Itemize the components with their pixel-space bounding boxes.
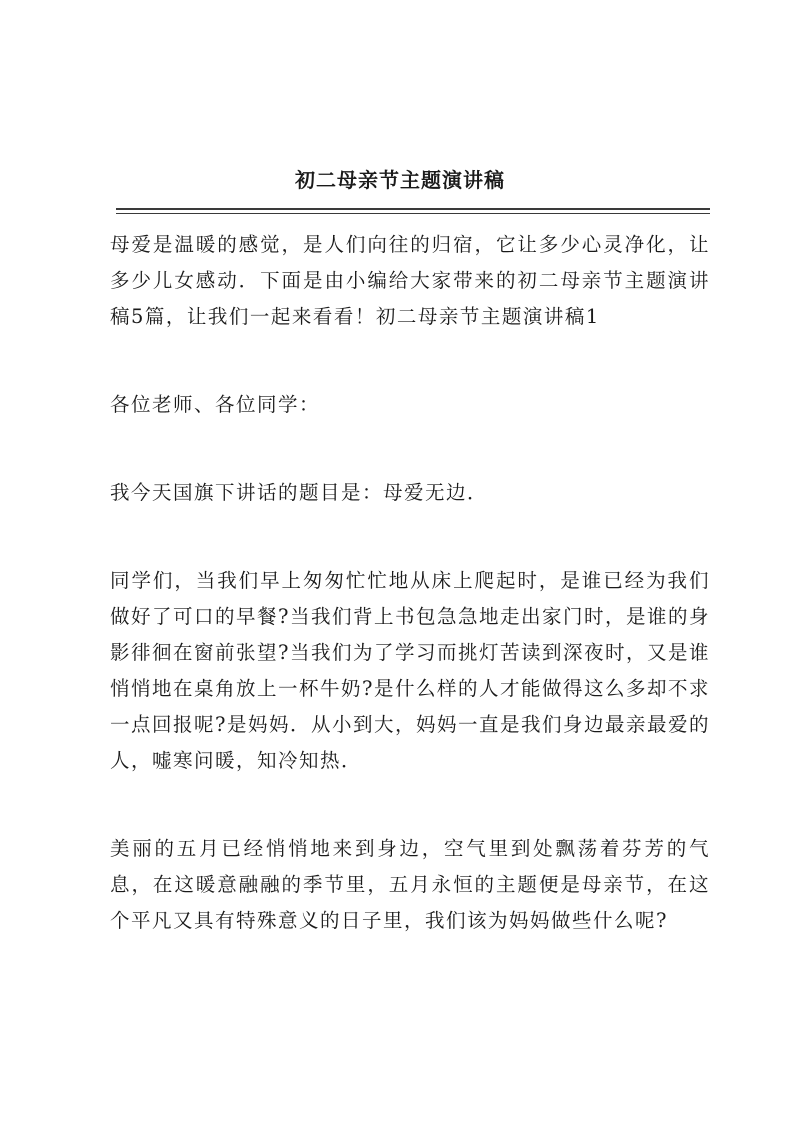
paragraph-intro: 母爱是温暖的感觉，是人们向往的归宿，它让多少心灵净化，让多少儿女感动．下面是由小编给大家带来的初二母亲节主题演讲稿5篇，让我们一起来看看！初二母亲节主题演讲稿1	[110, 233, 710, 328]
paragraph-topic: 我今天国旗下讲话的题目是：母爱无边．	[110, 481, 489, 504]
paragraph-mother-care: 同学们，当我们早上匆匆忙忙地从床上爬起时，是谁已经为我们做好了可口的早餐?当我们背上书包急急地走出家门时，是谁的身影徘徊在窗前张望?当我们为了学习而挑灯苦读到深夜时，又是谁悄悄地在桌角放上一杯牛奶?是什么样的人才能做得这么多却不求一点回报呢?是妈妈．从小到大，妈妈一直是我们身边最亲最爱的人，嘘寒问暖，知冷知热．	[110, 569, 710, 772]
paragraph-may: 美丽的五月已经悄悄地来到身边，空气里到处飘荡着芬芳的气息，在这暖意融融的季节里，五月永恒的主题便是母亲节，在这个平凡又具有特殊意义的日子里，我们该为妈妈做些什么呢?	[110, 837, 710, 932]
title-divider-thin	[116, 213, 710, 214]
document-body	[110, 227, 710, 939]
title-divider-thick	[116, 208, 710, 210]
paragraph-greeting: 各位老师、各位同学：	[110, 393, 321, 416]
document-title: 初二母亲节主题演讲稿	[295, 168, 505, 192]
